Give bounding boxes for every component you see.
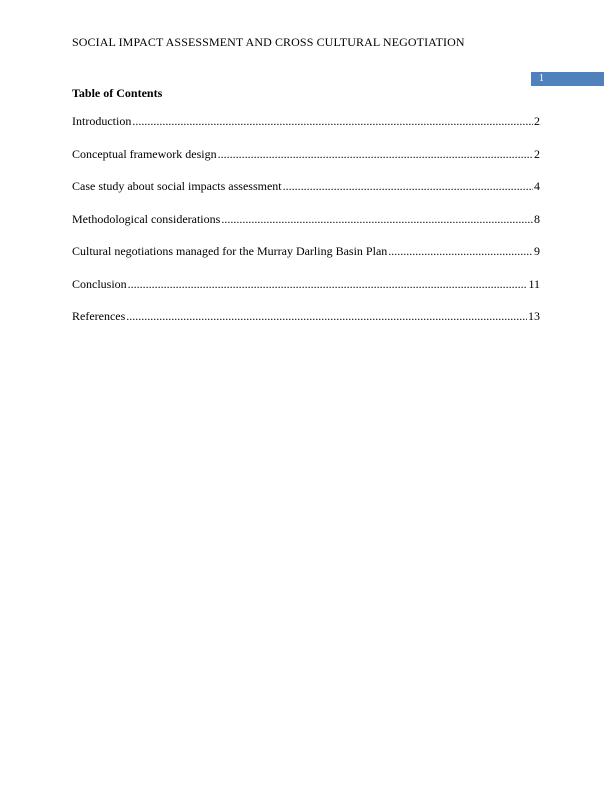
toc-entry-page: 8 [534,211,540,226]
toc-dot-leader [128,277,528,291]
toc-entry-methodological[interactable] [72,212,540,245]
toc-entry-page: 13 [528,309,540,323]
toc-entry-references[interactable] [72,309,540,342]
toc-entry-introduction[interactable] [72,114,540,147]
toc-dot-leader [388,244,533,258]
toc-entry-conceptual-framework[interactable] [72,147,540,180]
toc-entry-conclusion[interactable] [72,277,540,310]
table-of-contents [72,114,540,342]
toc-entry-label: Introduction [72,114,132,128]
toc-entry-page: 2 [534,146,540,161]
toc-dot-leader [218,147,533,161]
toc-entry-label: Conceptual framework design [72,146,217,161]
toc-entry-case-study[interactable] [72,179,540,212]
running-header: SOCIAL IMPACT ASSESSMENT AND CROSS CULTURAL NEGOTIATION [72,35,465,49]
toc-entry-label: Cultural negotiations managed for the Murray Darling Basin Plan [72,244,388,258]
toc-dot-leader [221,212,533,226]
toc-dot-leader [283,179,533,193]
toc-entry-label: Methodological considerations [72,211,221,226]
toc-entry-label: Case study about social impacts assessment [72,179,282,193]
toc-title: Table of Contents [72,86,163,100]
toc-entry-page: 9 [534,244,540,258]
toc-entry-page: 2 [534,114,540,128]
toc-entry-label: References [72,309,126,323]
toc-entry-cultural-negotiations[interactable] [72,244,540,277]
toc-entry-page: 4 [534,179,540,193]
toc-dot-leader [126,309,527,323]
page-number-badge: 1 [531,72,604,86]
toc-entry-label: Conclusion [72,276,127,291]
toc-entry-page: 11 [528,276,540,291]
toc-dot-leader [132,114,533,128]
